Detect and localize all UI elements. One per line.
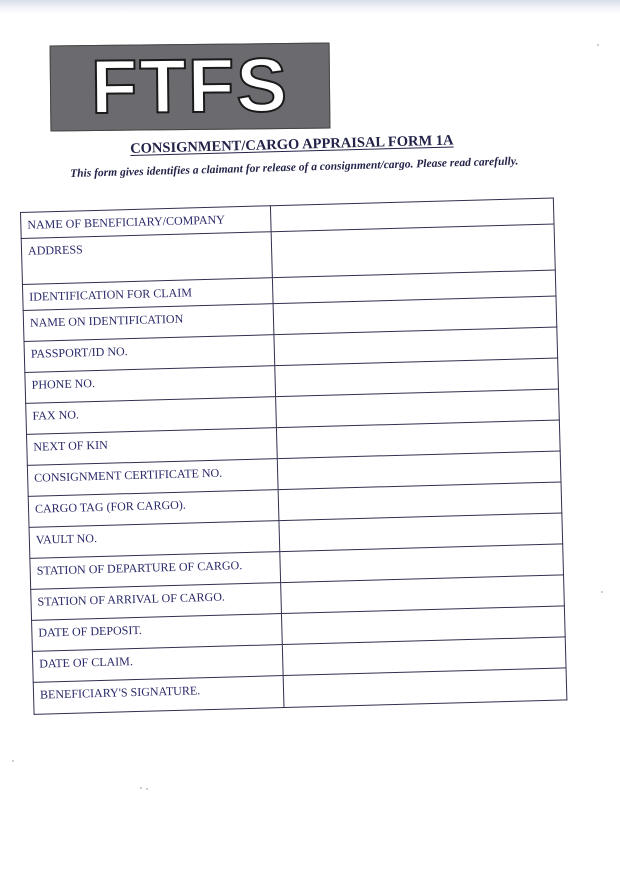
scan-top-edge	[0, 0, 620, 14]
scan-speck	[601, 591, 603, 593]
field-label: STATION OF DEPARTURE OF CARGO.	[30, 552, 281, 590]
field-label: ADDRESS	[21, 232, 272, 285]
field-label: VAULT NO.	[29, 521, 280, 559]
scan-speck	[597, 44, 599, 46]
form-title: CONSIGNMENT/CARGO APPRAISAL FORM 1A	[130, 132, 454, 157]
field-label: NAME OF BENEFICIARY/COMPANY	[21, 206, 272, 239]
field-label: BENEFICIARY'S SIGNATURE.	[33, 676, 284, 715]
ftfs-logo	[50, 43, 331, 132]
field-label: DATE OF DEPOSIT.	[32, 614, 283, 652]
field-label: STATION OF ARRIVAL OF CARGO.	[31, 583, 282, 621]
form-intro: This form gives identifies a claimant for release of a consignment/cargo. Please read carefully.	[70, 155, 519, 180]
field-label: NAME ON IDENTIFICATION	[23, 304, 274, 342]
field-label: DATE OF CLAIM.	[32, 645, 283, 683]
field-label: NEXT OF KIN	[27, 428, 278, 466]
logo-text: FTFS	[90, 42, 290, 131]
field-value[interactable]	[283, 668, 567, 708]
field-label: IDENTIFICATION FOR CLAIM	[22, 278, 273, 311]
field-value[interactable]	[271, 224, 555, 278]
field-label: CONSIGNMENT CERTIFICATE NO.	[27, 459, 278, 497]
claim-form-table	[20, 198, 567, 715]
claim-form-table-wrapper	[20, 198, 567, 715]
field-label: PASSPORT/ID NO.	[24, 335, 275, 373]
scan-speck	[12, 760, 14, 762]
field-label: CARGO TAG (FOR CARGO).	[28, 490, 279, 528]
field-label: PHONE NO.	[25, 366, 276, 404]
scan-speck	[140, 787, 142, 789]
scan-speck	[146, 788, 148, 790]
field-label: FAX NO.	[26, 397, 277, 435]
